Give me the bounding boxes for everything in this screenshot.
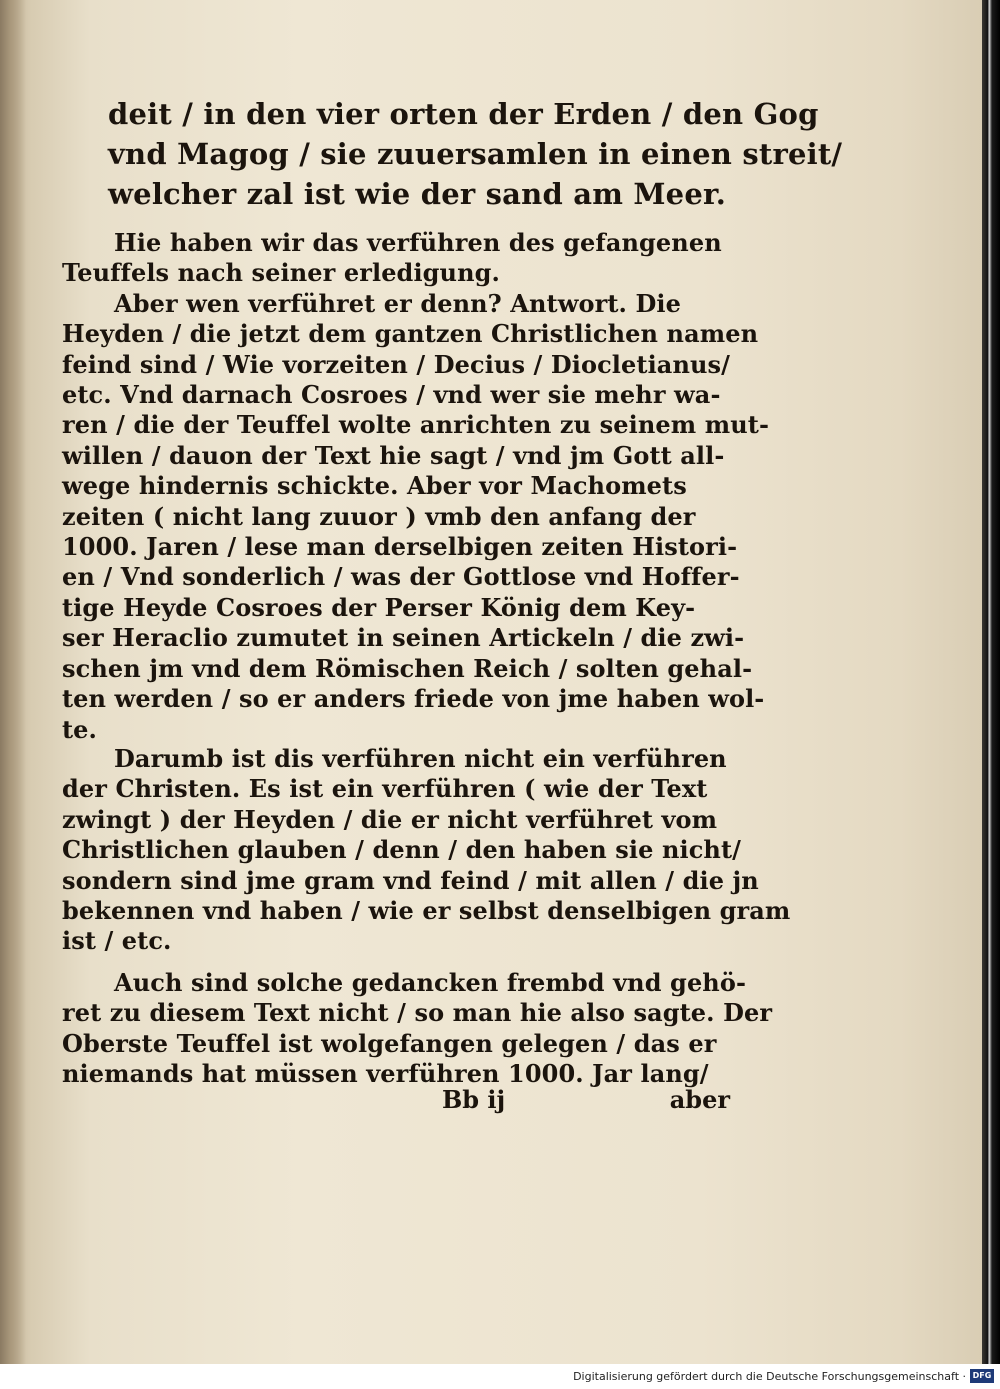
text-line: Oberste Teuffel ist wolgefangen gelegen / das er bbox=[62, 1028, 717, 1058]
text-line: Teuffels nach seiner erledigung. bbox=[62, 258, 500, 288]
text-line: schen jm vnd dem Römischen Reich / solten gehal- bbox=[62, 653, 753, 683]
text-line: etc. Vnd darnach Cosroes / vnd wer sie mehr wa- bbox=[62, 380, 721, 410]
text-line: ret zu diesem Text nicht / so man hie also sagte. Der bbox=[62, 998, 773, 1028]
text-line: niemands hat müssen verführen 1000. Jar lang/ bbox=[62, 1059, 709, 1089]
text-line: Aber wen verführet er denn? Antwort. Die bbox=[114, 288, 681, 318]
text-line: deit / in den vier orten der Erden / den Gog bbox=[108, 97, 819, 131]
text-line: der Christen. Es ist ein verführen ( wie der Text bbox=[62, 774, 708, 804]
text-line: bekennen vnd haben / wie er selbst denselbigen gram bbox=[62, 896, 791, 926]
paragraph-verfuehren bbox=[62, 228, 769, 745]
text-line: ser Heraclio zumutet in seinen Artickeln / die zwi- bbox=[62, 623, 745, 653]
text-line: Christlichen glauben / denn / den haben sie nicht/ bbox=[62, 835, 742, 865]
text-line: en / Vnd sonderlich / was der Gottlose vnd Hoffer- bbox=[62, 562, 740, 592]
paragraph-continued bbox=[108, 94, 842, 214]
page-footer bbox=[62, 1085, 742, 1119]
text-line: feind sind / Wie vorzeiten / Decius / Diocletianus/ bbox=[62, 349, 731, 379]
catchword: aber bbox=[669, 1085, 730, 1114]
text-line: wege hindernis schickte. Aber vor Machomets bbox=[62, 471, 687, 501]
dfg-logo-icon: DFG bbox=[970, 1369, 994, 1383]
paragraph-auch bbox=[62, 968, 772, 1090]
text-line: ten werden / so er anders friede von jme haben wol- bbox=[62, 684, 765, 714]
page-edge bbox=[982, 0, 1000, 1364]
text-line: ren / die der Teuffel wolte anrichten zu seinem mut- bbox=[62, 410, 770, 440]
text-line: zeiten ( nicht lang zuuor ) vmb den anfang der bbox=[62, 501, 696, 531]
text-line: 1000. Jaren / lese man derselbigen zeiten Histori- bbox=[62, 532, 738, 562]
paragraph-darumb bbox=[62, 744, 790, 957]
credit-bar bbox=[0, 1364, 1000, 1389]
text-line: zwingt ) der Heyden / die er nicht verführet vom bbox=[62, 804, 718, 834]
text-line: Darumb ist dis verführen nicht ein verführen bbox=[114, 744, 727, 773]
signature-mark: Bb ij bbox=[442, 1085, 506, 1114]
text-line: willen / dauon der Text hie sagt / vnd jm Gott all- bbox=[62, 440, 725, 470]
funding-credit: Digitalisierung gefördert durch die Deutsche Forschungsgemeinschaft · bbox=[573, 1370, 966, 1383]
text-line: vnd Magog / sie zuuersamlen in einen streit/ bbox=[108, 137, 843, 171]
text-line: Heyden / die jetzt dem gantzen Christlichen namen bbox=[62, 319, 759, 349]
text-line: welcher zal ist wie der sand am Meer. bbox=[108, 177, 727, 211]
text-line: tige Heyde Cosroes der Perser König dem Key- bbox=[62, 592, 696, 622]
text-line: Auch sind solche gedancken frembd vnd gehö- bbox=[114, 968, 747, 997]
text-line: sondern sind jme gram vnd feind / mit allen / die jn bbox=[62, 865, 759, 895]
text-line: ist / etc. bbox=[62, 926, 172, 956]
text-line: Hie haben wir das verführen des gefangenen bbox=[114, 228, 722, 257]
text-line: te. bbox=[62, 714, 98, 744]
